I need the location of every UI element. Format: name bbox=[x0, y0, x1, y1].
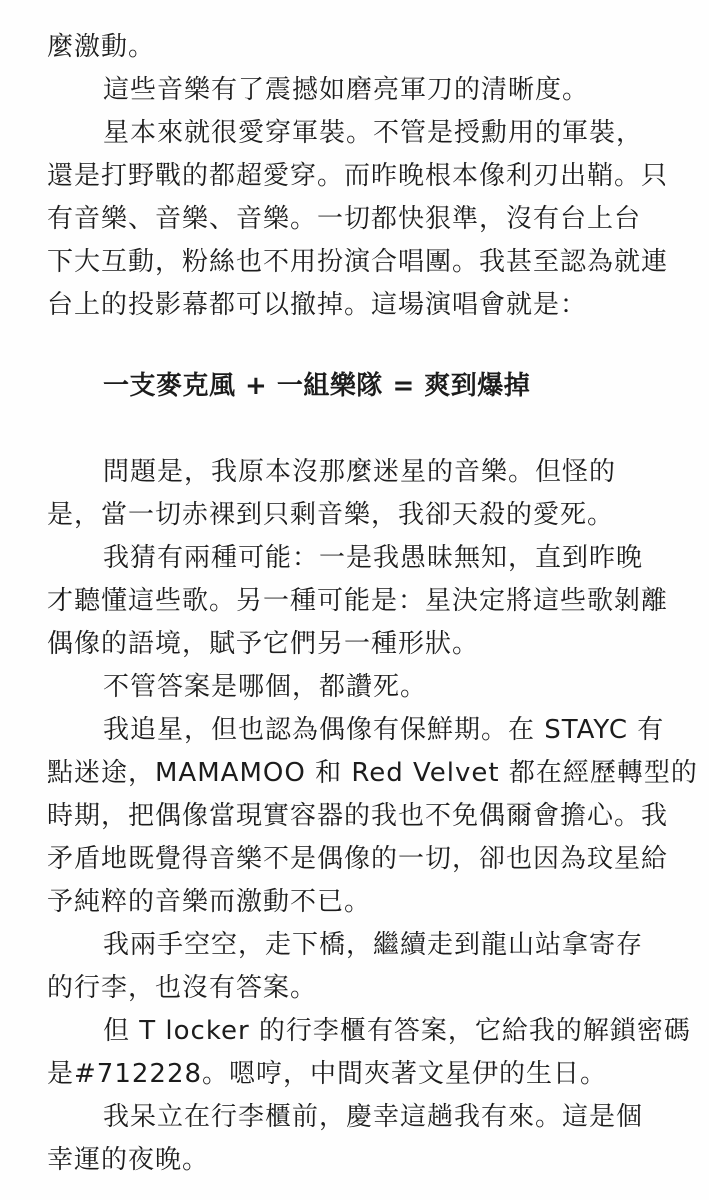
text-line: 我呆立在行李櫃前，慶幸這趟我有來。這是個 bbox=[103, 1102, 644, 1132]
text-line: 矛盾地既覺得音樂不是偶像的一切，卻也因為玟星給 bbox=[47, 844, 669, 874]
text-line: 我追星，但也認為偶像有保鮮期。在 STAYC 有 bbox=[103, 715, 665, 745]
text-line: 台上的投影幕都可以撤掉。這場演唱會就是： bbox=[47, 290, 588, 320]
text-line: 時期，把偶像當現實容器的我也不免偶爾會擔心。我 bbox=[47, 801, 669, 831]
text-line: 麼激動。 bbox=[47, 32, 156, 62]
text-line: 這些音樂有了震撼如磨亮軍刀的清晰度。 bbox=[103, 75, 590, 105]
text-line: 幸運的夜晚。 bbox=[47, 1145, 210, 1175]
text-line: 有音樂、音樂、音樂。一切都快狠準，沒有台上台 bbox=[47, 204, 642, 234]
text-line: 不管答案是哪個，都讚死。 bbox=[103, 672, 428, 702]
text-line: 是#712228。嗯哼，中間夾著文星伊的生日。 bbox=[47, 1059, 608, 1089]
text-line: 還是打野戰的都超愛穿。而昨晚根本像利刃出鞘。只 bbox=[47, 161, 669, 191]
text-line: 才聽懂這些歌。另一種可能是：星決定將這些歌剝離 bbox=[47, 586, 669, 616]
text-line: 是，當一切赤裸到只剩音樂，我卻天殺的愛死。 bbox=[47, 500, 615, 530]
text-line: 我猜有兩種可能：一是我愚昧無知，直到昨晚 bbox=[103, 543, 644, 573]
highlight-formula: 一支麥克風 + 一組樂隊 = 爽到爆掉 bbox=[103, 371, 531, 401]
text-line: 下大互動，粉絲也不用扮演合唱團。我甚至認為就連 bbox=[47, 247, 669, 277]
text-line: 我兩手空空，走下橋，繼續走到龍山站拿寄存 bbox=[103, 930, 644, 960]
text-line: 予純粹的音樂而激動不已。 bbox=[47, 887, 372, 917]
text-line: 偶像的語境，賦予它們另一種形狀。 bbox=[47, 629, 480, 659]
text-line: 但 T locker 的行李櫃有答案，它給我的解鎖密碼 bbox=[103, 1016, 691, 1046]
text-line: 點迷途，MAMAMOO 和 Red Velvet 都在經歷轉型的 bbox=[47, 758, 698, 788]
text-line: 問題是，我原本沒那麼迷星的音樂。但怪的 bbox=[103, 457, 617, 487]
text-line: 的行李，也沒有答案。 bbox=[47, 973, 318, 1003]
text-line: 星本來就很愛穿軍裝。不管是授勳用的軍裝， bbox=[103, 118, 644, 148]
